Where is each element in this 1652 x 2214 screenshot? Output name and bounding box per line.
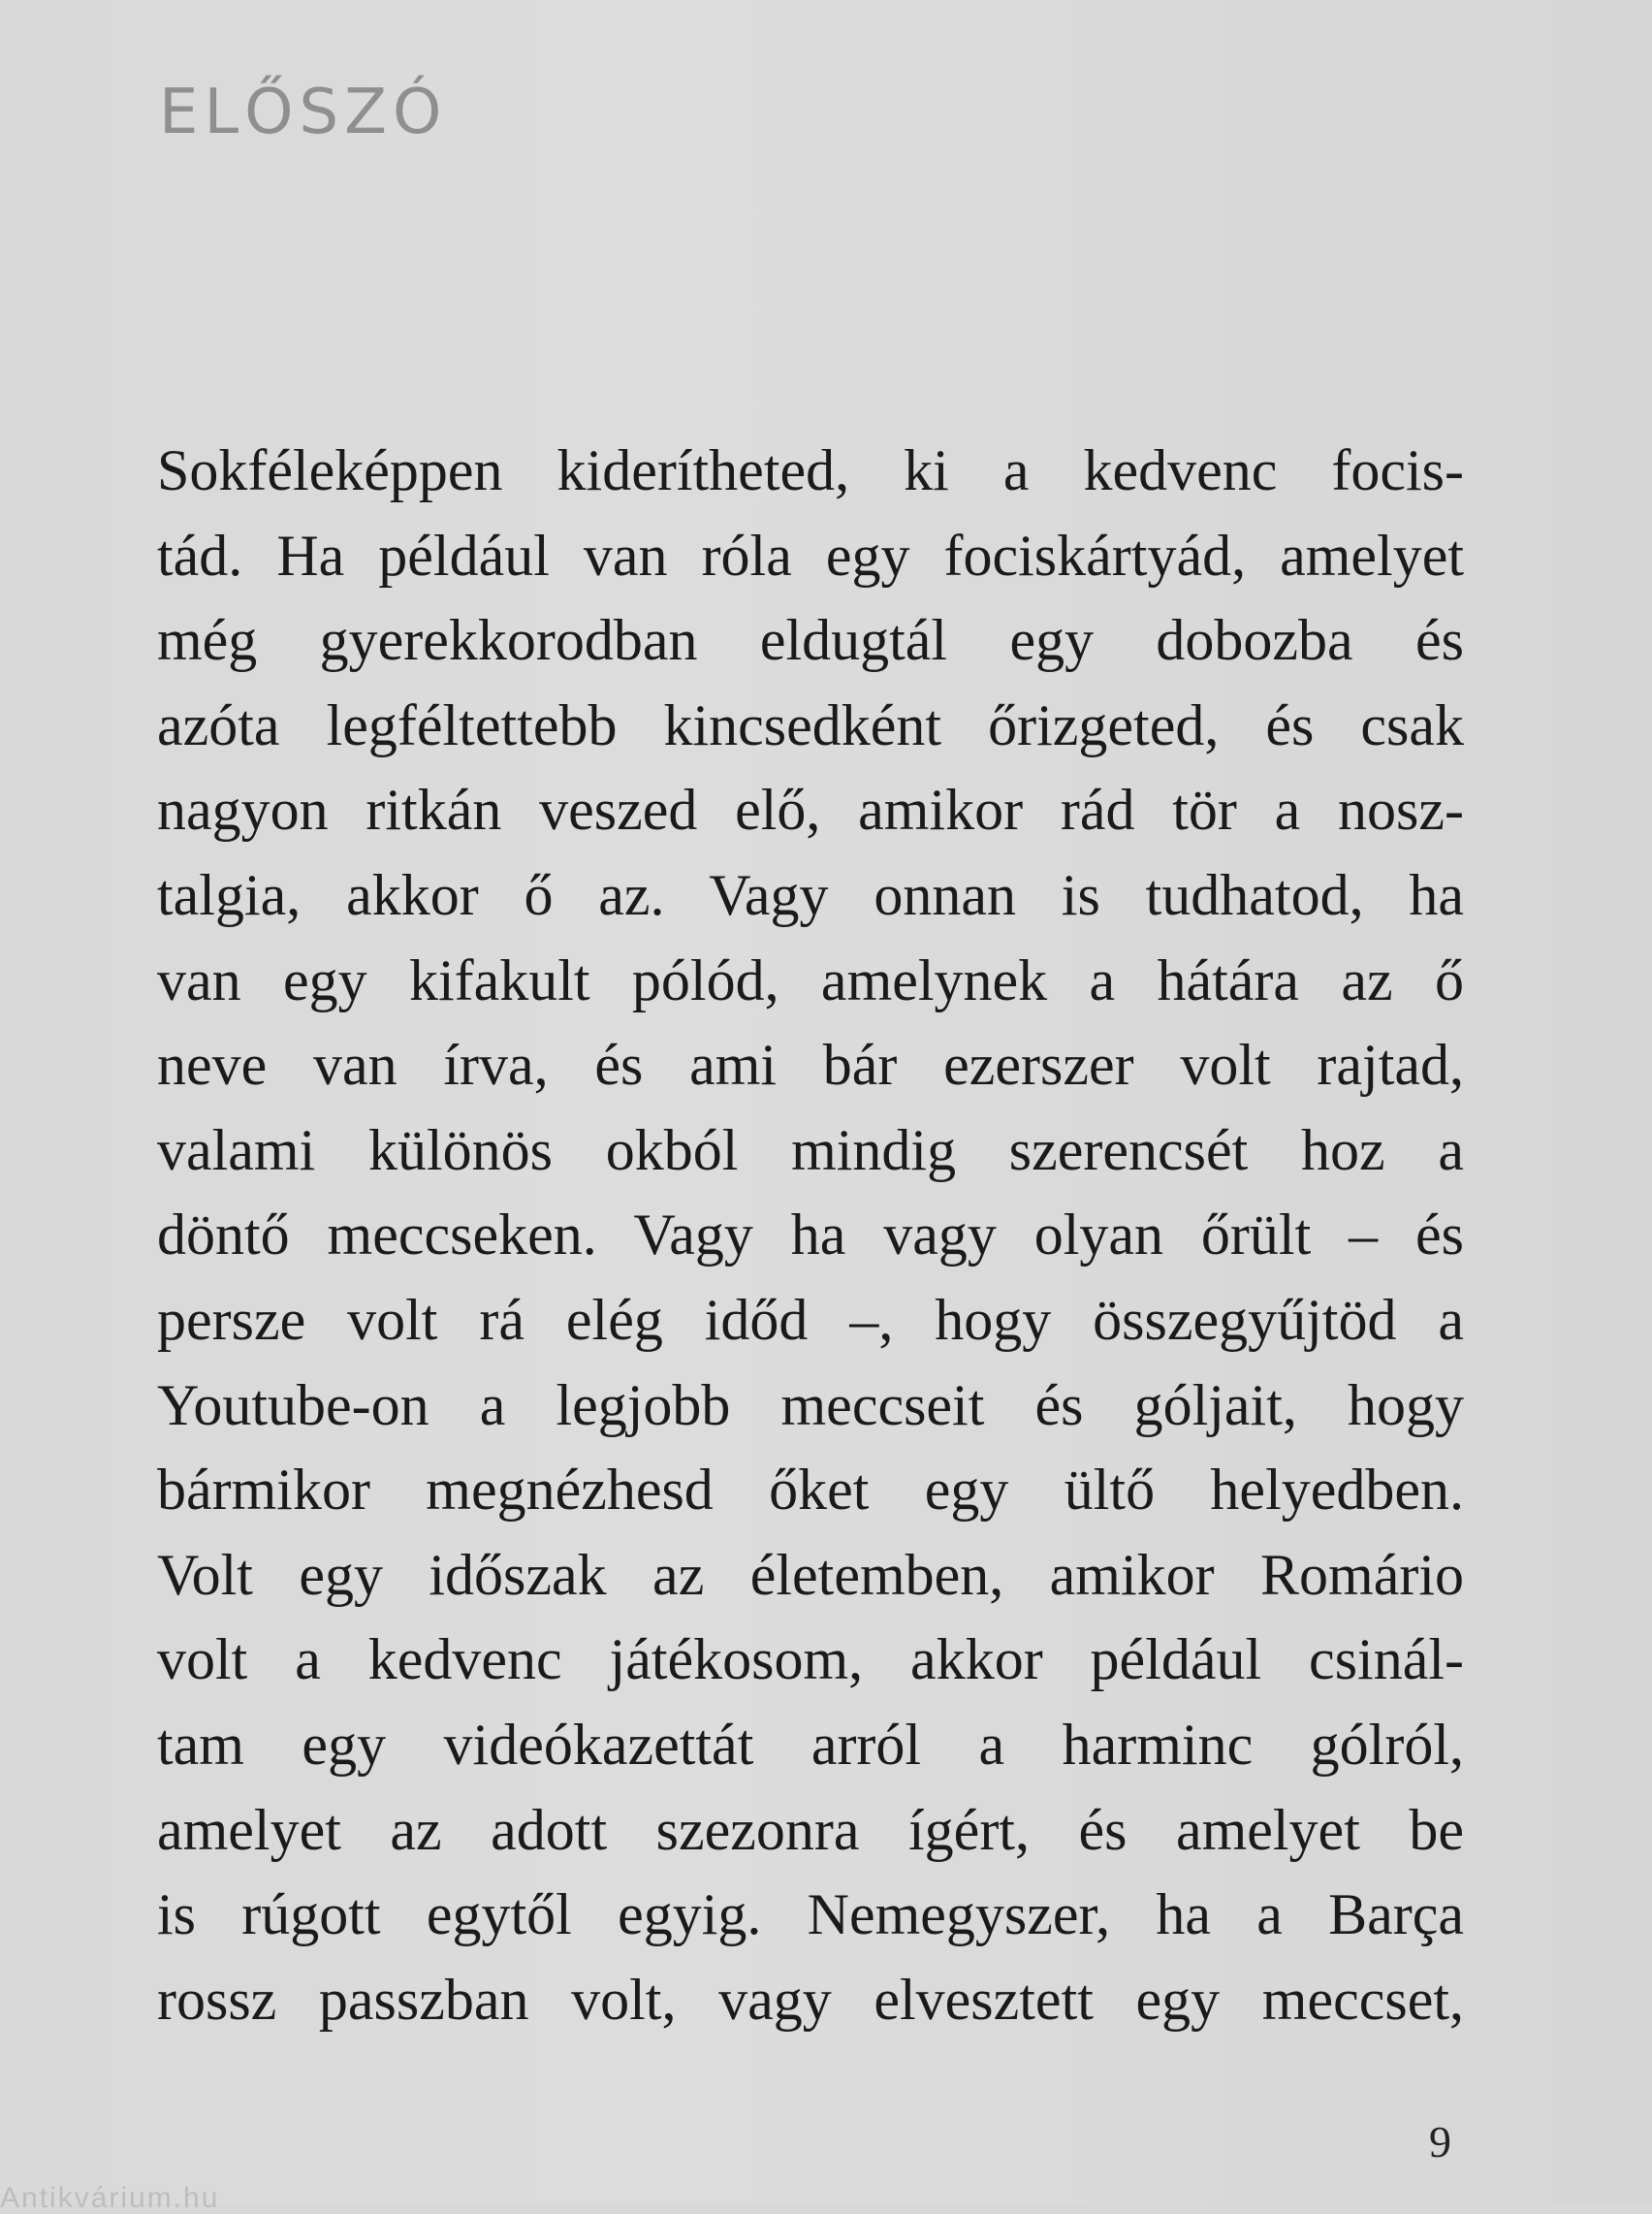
text-line: bármikor megnézhesd őket egy ültő helyedben.: [157, 1458, 1464, 1523]
page-number: 9: [1429, 2117, 1451, 2166]
text-line: döntő meccseken. Vagy ha vagy olyan őrült – és: [157, 1203, 1464, 1267]
text-line: Volt egy időszak az életemben, amikor Romário: [157, 1542, 1464, 1607]
body-text: [157, 429, 1464, 2042]
text-line: tád. Ha például van róla egy fociskártyád, amelyet: [157, 523, 1464, 588]
text-line: talgia, akkor ő az. Vagy onnan is tudhatod, ha: [157, 862, 1464, 927]
text-line: Youtube-on a legjobb meccseit és góljait, hogy: [157, 1372, 1464, 1437]
text-line: amelyet az adott szezonra ígért, és amelyet be: [157, 1797, 1464, 1862]
text-line: rossz passzban volt, vagy elvesztett egy meccset,: [157, 1967, 1464, 2032]
chapter-heading: ELŐSZÓ: [159, 77, 448, 148]
text-line: azóta legféltettebb kincsedként őrizgeted, és csak: [157, 692, 1464, 757]
text-line: neve van írva, és ami bár ezerszer volt rajtad,: [157, 1033, 1464, 1098]
text-line: persze volt rá elég időd –, hogy összegyűjtöd a: [157, 1287, 1464, 1352]
text-line: valami különös okból mindig szerencsét hoz a: [157, 1117, 1464, 1182]
text-line: tam egy videókazettát arról a harminc gólról,: [157, 1712, 1464, 1777]
text-line: van egy kifakult pólód, amelynek a hátára az ő: [157, 947, 1464, 1012]
watermark: Antikvárium.hu: [0, 2182, 220, 2214]
text-line: volt a kedvenc játékosom, akkor például csinál-: [157, 1627, 1464, 1692]
text-line: nagyon ritkán veszed elő, amikor rád tör a nosz-: [157, 778, 1464, 843]
text-line: is rúgott egytől egyig. Nemegyszer, ha a Barça: [157, 1882, 1464, 1947]
text-line: Sokféleképpen kiderítheted, ki a kedvenc focis-: [157, 438, 1464, 502]
text-line: még gyerekkorodban eldugtál egy dobozba és: [157, 608, 1464, 673]
